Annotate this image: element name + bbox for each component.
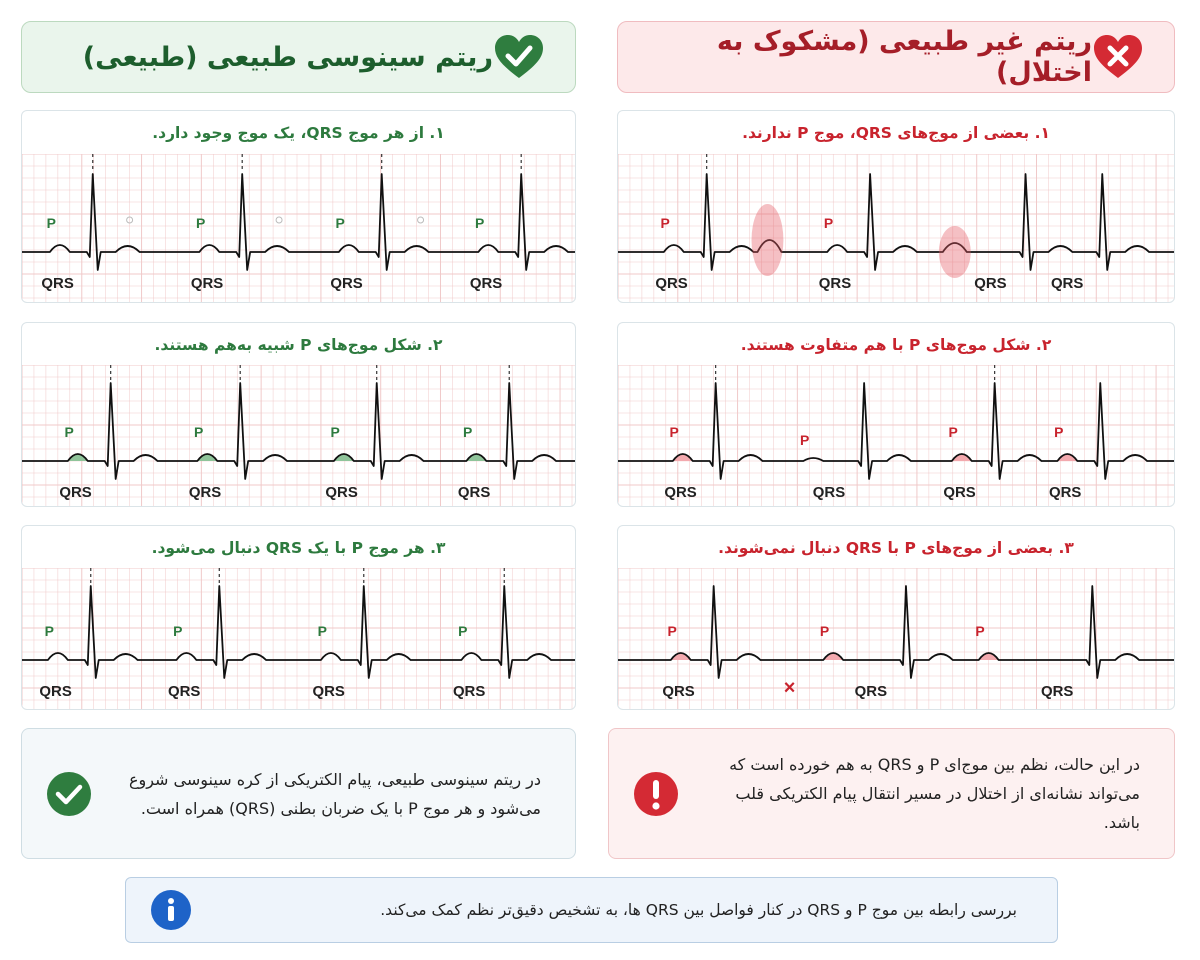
p-wave-label: P <box>823 214 834 232</box>
ecg-grid <box>22 365 575 506</box>
p-wave-label: P <box>173 622 183 640</box>
panel-caption: ۳. هر موج P با یک QRS دنبال می‌شود. <box>151 539 446 557</box>
qrs-label: QRS <box>664 483 697 502</box>
ecg-trace <box>22 383 575 479</box>
panel-caption: ۲. شکل موج‌های P شبیه به‌هم هستند. <box>154 336 443 354</box>
highlight-circle <box>752 204 784 276</box>
p-wave-label: P <box>667 622 677 640</box>
p-wave-label: P <box>335 214 345 232</box>
normal-panel-2 <box>21 322 576 507</box>
footer-note <box>125 877 1058 943</box>
highlight-circle <box>939 226 971 278</box>
qrs-label: QRS <box>1048 483 1082 502</box>
abnormal-panel-1 <box>617 110 1175 303</box>
ecg-strip <box>22 365 575 506</box>
normal-panel-3 <box>21 525 576 710</box>
qrs-label: QRS <box>188 483 222 502</box>
normal-info-text: در ریتم سینوسی طبیعی، پیام الکتریکی از کره سینوسی شروع می‌شود و هر موج P با یک ضربان بطنی (QRS) همراه است. <box>128 769 541 818</box>
qrs-label: QRS <box>312 682 345 701</box>
normal-rhythm-header <box>21 21 576 93</box>
panel-caption: ۲. شکل موج‌های P با هم متفاوت هستند. <box>740 336 1052 354</box>
info-circle-icon <box>150 889 192 931</box>
ecg-grid <box>618 154 1174 302</box>
qrs-label: QRS <box>943 483 976 502</box>
qrs-label: QRS <box>818 274 852 293</box>
ecg-trace <box>618 383 1174 479</box>
qrs-label: QRS <box>167 682 201 701</box>
p-wave-label: P <box>660 214 670 232</box>
ecg-strip <box>618 568 1174 709</box>
p-wave-label: P <box>458 622 468 640</box>
normal-info-box <box>21 728 576 859</box>
qrs-label: QRS <box>854 682 888 701</box>
faint-marker <box>418 217 424 223</box>
qrs-label: QRS <box>330 274 363 293</box>
p-wave-label: P <box>669 423 679 441</box>
ecg-grid <box>22 568 575 709</box>
abnormal-panel-3 <box>617 525 1175 710</box>
p-wave-label: P <box>1054 423 1064 441</box>
check-circle-icon <box>46 771 92 817</box>
p-wave-label: P <box>194 423 204 441</box>
normal-rhythm-title: ریتم سینوسی طبیعی (طبیعی) <box>82 41 493 73</box>
p-wave-label: P <box>196 214 206 232</box>
qrs-label: QRS <box>59 483 92 502</box>
qrs-label: QRS <box>655 274 688 293</box>
qrs-label: QRS <box>469 274 503 293</box>
p-wave-label: P <box>64 423 74 441</box>
qrs-label: QRS <box>1040 682 1074 701</box>
abnormal-info-text: در این حالت، نظم بین موج‌ای P و QRS به هم خورده است که می‌تواند نشانه‌ای از اختلال در مسیر انتقال پیام الکتریکی قلب باشد. <box>729 755 1140 832</box>
normal-panel-1 <box>21 110 576 303</box>
p-wave-label: P <box>475 214 485 232</box>
p-wave-label: P <box>44 622 54 640</box>
ecg-strip <box>618 154 1174 302</box>
abnormal-rhythm-title: ریتم غیر طبیعی (مشکوک به اختلال) <box>716 26 1092 88</box>
qrs-label: QRS <box>662 682 695 701</box>
p-wave-label: P <box>800 431 810 449</box>
qrs-label: QRS <box>325 483 358 502</box>
footer-note-text: بررسی رابطه بین موج P و QRS در کنار فواصل بین QRS ها، به تشخیص دقیق‌تر نظم کمک می‌کند. <box>380 901 1017 919</box>
faint-marker <box>276 217 282 223</box>
panel-caption: ۱. بعضی از موج‌های QRS، موج P ندارند. <box>742 124 1050 142</box>
p-wave-label: P <box>948 423 958 441</box>
ecg-strip <box>22 154 575 302</box>
ecg-strip <box>22 568 575 709</box>
ecg-grid <box>618 365 1174 506</box>
p-wave-label: P <box>463 423 473 441</box>
missing-qrs-mark: × <box>783 676 796 700</box>
exclamation-circle-icon <box>633 771 679 817</box>
qrs-label: QRS <box>452 682 486 701</box>
panel-caption: ۳. بعضی از موج‌های P با QRS دنبال نمی‌شوند. <box>718 539 1074 557</box>
abnormal-panel-2 <box>617 322 1175 507</box>
qrs-label: QRS <box>190 274 224 293</box>
qrs-label: QRS <box>812 483 846 502</box>
qrs-label: QRS <box>1050 274 1084 293</box>
ecg-trace <box>618 174 1174 270</box>
ecg-strip <box>618 365 1174 506</box>
p-wave-label: P <box>819 622 830 640</box>
abnormal-rhythm-header <box>617 21 1175 93</box>
panel-caption: ۱. از هر موج QRS، یک موج وجود دارد. <box>152 124 445 142</box>
qrs-label: QRS <box>457 483 491 502</box>
p-wave-label: P <box>975 622 985 640</box>
p-wave-label: P <box>317 622 327 640</box>
qrs-label: QRS <box>974 274 1007 293</box>
ecg-trace <box>22 174 575 270</box>
qrs-label: QRS <box>41 274 74 293</box>
heart-x-icon <box>1092 33 1144 81</box>
heart-check-icon <box>493 33 545 81</box>
qrs-label: QRS <box>39 682 72 701</box>
p-wave-label: P <box>46 214 56 232</box>
p-wave-label: P <box>330 423 340 441</box>
abnormal-info-box <box>608 728 1175 859</box>
